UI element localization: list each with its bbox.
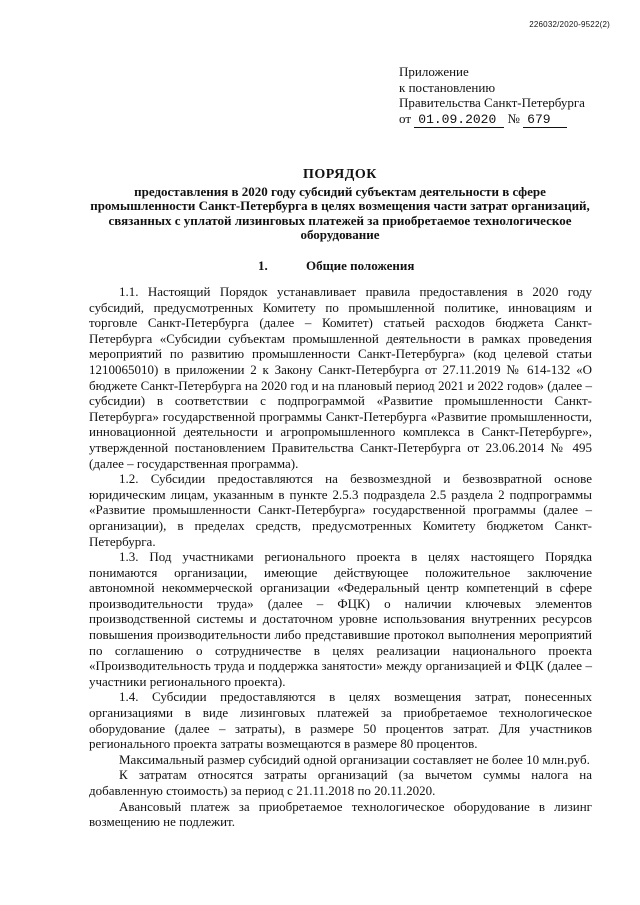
document-number: 226032/2020-9522(2) (529, 20, 610, 29)
appendix-block (399, 64, 585, 128)
title-subtitle: предоставления в 2020 году субсидий субъектам деятельности в сфере промышленности Санкт-Петербурга в целях возмещения части затрат организаций, связанных с уплатой лизинговых платежей за приобретаемое технологическое оборудование (90, 183, 590, 242)
document-title (90, 168, 590, 243)
paragraph: 1.1. Настоящий Порядок устанавливает правила предоставления в 2020 году субсидий, предусмотренных Комитету по промышленной политике, инновациям и торговле Санкт-Петербурга (далее – Комитет) статьей расходов бюджета Санкт-Петербурга «Субсидии субъектам промышленной деятельности в рамках проведения мероприятий по развитию промышленности Санкт-Петербурга» (код целевой статьи 1210065010) в приложении 2 к Закону Санкт-Петербурга от 27.11.2019 № 614-132 «О бюджете Санкт-Петербурга на 2020 год и на плановый период 2021 и 2022 годов» (далее – субсидии) в соответствии с подпрограммой «Развитие промышленности Санкт-Петербурга» государственной программы Санкт-Петербурга «Развитие промышленности, инновационной деятельности и агропромышленного комплекса в Санкт-Петербурге», утвержденной постановлением Правительства Санкт-Петербурга от 23.06.2014 № 495 (далее – государственная программа). (89, 284, 592, 471)
document-body (89, 284, 592, 830)
number-label: № (507, 110, 520, 126)
appendix-line-1: Приложение (399, 64, 469, 79)
from-label: от (399, 110, 412, 126)
title-main: ПОРЯДОК (303, 167, 377, 182)
appendix-date-line (399, 111, 585, 129)
paragraph: 1.3. Под участниками регионального проекта в целях настоящего Порядка понимаются организации, имеющие действующее положительное заключение автономной некоммерческой организации «Федеральный центр компетенций в сфере производительности труда» (далее – ФЦК) о наличии ключевых элементов производственной системы и достаточном уровне использования внутренних ресурсов повышения производительности либо представившие протокол выполнения мероприятий по соглашению о сотрудничестве в целях реализации национального проекта «Производительность труда и поддержка занятости» между организацией и ФЦК (далее – участники регионального проекта). (89, 549, 592, 689)
paragraph: К затратам относятся затраты организаций (за вычетом суммы налога на добавленную стоимость) за период с 21.11.2018 по 20.11.2020. (89, 767, 592, 798)
paragraph: 1.2. Субсидии предоставляются на безвозмездной и безвозвратной основе юридическим лицам, указанным в пункте 2.5.3 подраздела 2.5 раздела 2 подпрограммы «Развитие промышленности Санкт-Петербурга» государственной программы (далее – организации), в пределах средств, предусмотренных Комитету бюджетом Санкт-Петербурга. (89, 471, 592, 549)
appendix-line-2: к постановлению (399, 79, 496, 95)
section-title: Общие положения (306, 258, 415, 273)
decree-date: 01.09.2020 (414, 112, 504, 129)
paragraph: Авансовый платеж за приобретаемое технологическое оборудование в лизинг возмещению не подлежит. (89, 798, 592, 830)
appendix-line-3: Правительства Санкт-Петербурга (399, 95, 585, 110)
section-heading (258, 258, 414, 274)
paragraph: 1.4. Субсидии предоставляются в целях возмещения затрат, понесенных организациями в виде лизинговых платежей за приобретаемое технологическое оборудование (далее – затраты), в размере 50 процентов затрат. Для участников регионального проекта затраты возмещаются в размере 80 процентов. (89, 689, 592, 752)
paragraph: Максимальный размер субсидий одной организации составляет не более 10 млн.руб. (119, 751, 590, 767)
decree-number: 679 (523, 112, 567, 129)
section-number: 1. (258, 258, 268, 273)
